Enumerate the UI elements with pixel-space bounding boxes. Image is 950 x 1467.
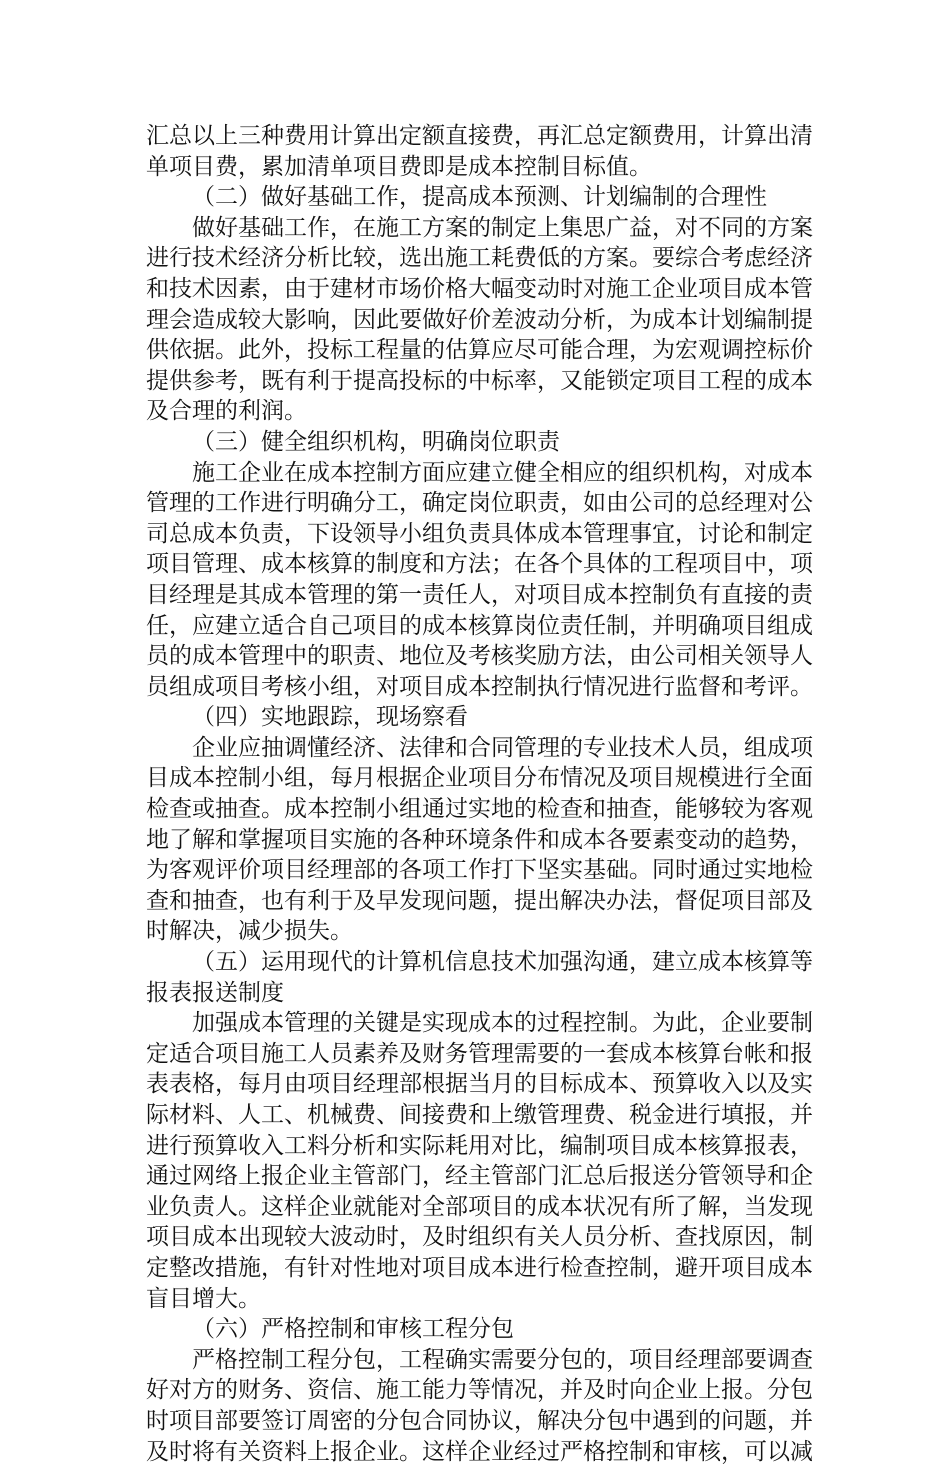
text-line: 地了解和掌握项目实施的各种环境条件和成本各要素变动的趋势， — [146, 826, 813, 853]
text-line: 检查或抽查。成本控制小组通过实地的检查和抽查，能够较为客观 — [146, 796, 813, 823]
text-line: 定适合项目施工人员素养及财务管理需要的一套成本核算台帐和报 — [146, 1040, 813, 1067]
text-line: 单项目费，累加清单项目费即是成本控制目标值。 — [146, 153, 652, 180]
text-line: 供依据。此外，投标工程量的估算应尽可能合理，为宏观调控标价 — [146, 337, 813, 364]
text-line: 时项目部要签订周密的分包合同协议，解决分包中遇到的问题，并 — [146, 1407, 813, 1434]
text-line: 通过网络上报企业主管部门，经主管部门汇总后报送分管领导和企 — [146, 1163, 813, 1190]
text-line: 目成本控制小组，每月根据企业项目分布情况及项目规模进行全面 — [146, 765, 813, 792]
text-line: 时解决，减少损失。 — [146, 918, 353, 945]
text-line: 司总成本负责，下设领导小组负责具体成本管理事宜，讨论和制定 — [146, 520, 813, 547]
text-line: （二）做好基础工作，提高成本预测、计划编制的合理性 — [192, 184, 767, 211]
text-line: 盲目增大。 — [146, 1285, 261, 1312]
text-line: 查和抽查，也有利于及早发现问题，提出解决办法，督促项目部及 — [146, 887, 813, 914]
text-line: 企业应抽调懂经济、法律和合同管理的专业技术人员，组成项 — [192, 734, 813, 761]
text-line: 表表格，每月由项目经理部根据当月的目标成本、预算收入以及实 — [146, 1071, 813, 1098]
text-line: 施工企业在成本控制方面应建立健全相应的组织机构，对成本 — [192, 459, 813, 486]
text-line: 进行技术经济分析比较，选出施工耗费低的方案。要综合考虑经济 — [146, 245, 813, 272]
text-line: 员组成项目考核小组，对项目成本控制执行情况进行监督和考评。 — [146, 673, 813, 700]
text-line: 目经理是其成本管理的第一责任人，对项目成本控制负有直接的责 — [146, 581, 813, 608]
text-line: 报表报送制度 — [146, 979, 284, 1006]
text-line: 项目管理、成本核算的制度和方法；在各个具体的工程项目中，项 — [146, 551, 813, 578]
text-line: 任，应建立适合自己项目的成本核算岗位责任制，并明确项目组成 — [146, 612, 813, 639]
document-body — [146, 121, 813, 1467]
text-line: 管理的工作进行明确分工，确定岗位职责，如由公司的总经理对公 — [146, 490, 813, 517]
text-line: 际材料、人工、机械费、间接费和上缴管理费、税金进行填报，并 — [146, 1102, 813, 1128]
text-line: 及时将有关资料上报企业。这样企业经过严格控制和审核，可以减 — [146, 1438, 813, 1465]
text-line: 好对方的财务、资信、施工能力等情况，并及时向企业上报。分包 — [146, 1377, 813, 1404]
text-line: （六）严格控制和审核工程分包 — [192, 1316, 514, 1343]
text-line: 做好基础工作，在施工方案的制定上集思广益，对不同的方案 — [192, 214, 813, 241]
text-line: 定整改措施，有针对性地对项目成本进行检查控制，避开项目成本 — [146, 1254, 813, 1281]
text-line: （三）健全组织机构，明确岗位职责 — [192, 428, 560, 455]
text-line: 理会造成较大影响，因此要做好价差波动分析，为成本计划编制提 — [146, 306, 813, 333]
text-line: 及合理的利润。 — [146, 398, 307, 425]
text-line: 进行预算收入工料分析和实际耗用对比，编制项目成本核算报表， — [146, 1132, 813, 1159]
text-line: （四）实地跟踪，现场察看 — [192, 704, 468, 731]
text-line: 严格控制工程分包，工程确实需要分包的，项目经理部要调查 — [192, 1346, 813, 1373]
text-line: 和技术因素，由于建材市场价格大幅变动时对施工企业项目成本管 — [146, 275, 813, 302]
text-line: 项目成本出现较大波动时，及时组织有关人员分析、查找原因，制 — [146, 1224, 813, 1251]
text-line: 提供参考，既有利于提高投标的中标率，又能锁定项目工程的成本 — [146, 367, 813, 394]
text-line: 加强成本管理的关键是实现成本的过程控制。为此，企业要制 — [192, 1010, 813, 1037]
text-line: （五）运用现代的计算机信息技术加强沟通，建立成本核算等 — [192, 949, 813, 976]
text-line: 业负责人。这样企业就能对全部项目的成本状况有所了解，当发现 — [146, 1193, 813, 1220]
text-line: 员的成本管理中的职责、地位及考核奖励方法，由公司相关领导人 — [146, 643, 813, 670]
text-line: 为客观评价项目经理部的各项工作打下坚实基础。同时通过实地检 — [146, 857, 813, 884]
text-line: 汇总以上三种费用计算出定额直接费，再汇总定额费用，计算出清 — [146, 123, 813, 149]
